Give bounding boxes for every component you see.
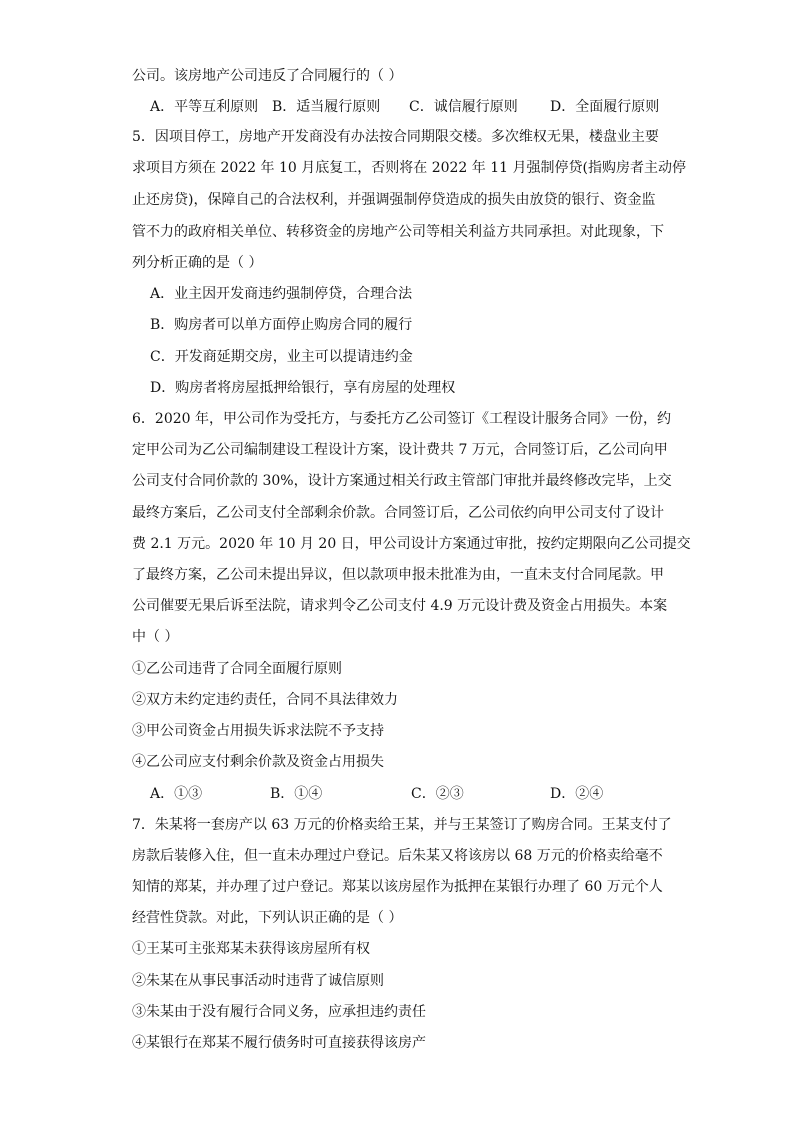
q6-stem-line: 了最终方案，乙公司未提出异议，但以款项申报未批准为由，一直未支付合同尾款。甲 — [132, 567, 664, 583]
q6-item: ②双方未约定违约责任，合同不具法律效力 — [132, 692, 398, 708]
q5-stem-line: 管不力的政府相关单位、转移资金的房地产公司等相关利益方共同承担。对此现象，下 — [132, 224, 664, 240]
q6-stem-line: 公司催要无果后诉至法院，请求判令乙公司支付 4.9 万元设计费及资金占用损失。本案 — [132, 598, 668, 614]
q6-option-c: C．②③ — [411, 786, 464, 802]
q7-item: ①王某可主张郑某未获得该房屋所有权 — [132, 941, 370, 957]
q6-stem-line: 6．2020 年，甲公司作为受托方，与委托方乙公司签订《工程设计服务合同》一份，约 — [132, 411, 671, 427]
q5-stem-line: 求项目方须在 2022 年 10 月底复工，否则将在 2022 年 11 月强制停贷(指购房者主动停 — [132, 160, 686, 176]
q6-option-b: B．①④ — [270, 786, 323, 802]
q7-stem-line: 房款后装修入住，但一直未办理过户登记。后朱某又将该房以 68 万元的价格卖给毫不 — [132, 848, 663, 864]
q5-stem-line: 列分析正确的是（ ） — [132, 255, 263, 271]
q6-stem-line: 定甲公司为乙公司编制建设工程设计方案，设计费共 7 万元，合同签订后，乙公司向甲 — [132, 442, 668, 458]
q6-item: ①乙公司违背了合同全面履行原则 — [132, 661, 342, 677]
q6-option-a: A．①③ — [150, 786, 203, 802]
q5-option-b: B．购房者可以单方面停止购房合同的履行 — [150, 317, 413, 333]
q6-option-d: D．②④ — [550, 786, 604, 802]
q5-option-d: D．购房者将房屋抵押给银行，享有房屋的处理权 — [150, 380, 456, 396]
q5-option-a: A．业主因开发商违约强制停贷，合理合法 — [150, 286, 413, 302]
q6-stem-line: 费 2.1 万元。2020 年 10 月 20 日，甲公司设计方案通过审批，按约定期限向乙公司提交 — [132, 536, 691, 552]
q7-stem-line: 经营性贷款。对此，下列认识正确的是（ ） — [132, 910, 403, 926]
q6-stem-line: 公司支付合同价款的 30%，设计方案通过相关行政主管部门审批并最终修改完毕，上交 — [132, 473, 672, 489]
q4-continuation: 公司。该房地产公司违反了合同履行的（ ） — [132, 68, 403, 84]
q4-option-b: B．适当履行原则 — [272, 99, 381, 115]
q4-option-c: C．诚信履行原则 — [409, 99, 518, 115]
q6-item: ④乙公司应支付剩余价款及资金占用损失 — [132, 754, 384, 770]
q5-stem-line: 5．因项目停工，房地产开发商没有办法按合同期限交楼。多次维权无果，楼盘业主要 — [132, 129, 659, 145]
q6-stem-line: 中（ ） — [132, 629, 179, 645]
q5-option-c: C．开发商延期交房，业主可以提请违约金 — [150, 349, 413, 365]
q7-item: ④某银行在郑某不履行债务时可直接获得该房产 — [132, 1035, 426, 1051]
q6-item: ③甲公司资金占用损失诉求法院不予支持 — [132, 723, 384, 739]
q7-item: ③朱某由于没有履行合同义务，应承担违约责任 — [132, 1004, 426, 1020]
q5-stem-line: 止还房贷)，保障自己的合法权利，并强调强制停贷造成的损失由放贷的银行、资金监 — [132, 192, 656, 208]
q7-stem-line: 7．朱某将一套房产以 63 万元的价格卖给王某，并与王某签订了购房合同。王某支付了 — [132, 817, 672, 833]
q7-stem-line: 知情的郑某，并办理了过户登记。郑某以该房屋作为抵押在某银行办理了 60 万元个人 — [132, 879, 663, 895]
q7-item: ②朱某在从事民事活动时违背了诚信原则 — [132, 973, 384, 989]
q4-option-a: A．平等互利原则 — [150, 99, 259, 115]
q4-option-d: D．全面履行原则 — [550, 99, 660, 115]
q6-stem-line: 最终方案后，乙公司支付全部剩余价款。合同签订后，乙公司依约向甲公司支付了设计 — [132, 505, 664, 521]
